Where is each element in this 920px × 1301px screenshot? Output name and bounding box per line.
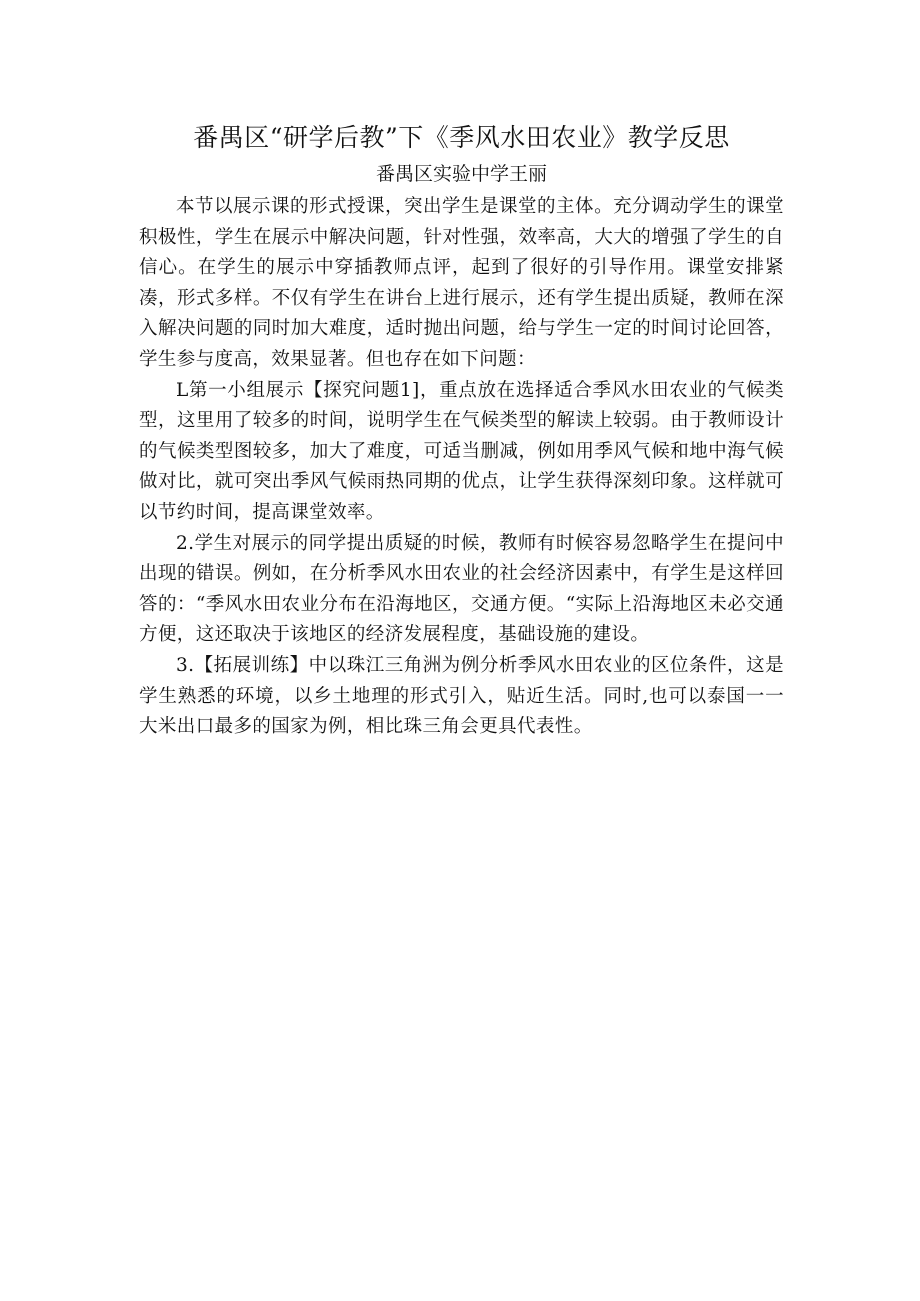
paragraph-intro: 本节以展示课的形式授课，突出学生是课堂的主体。充分调动学生的课堂积极性，学生在展示中解决问题，针对性强，效率高，大大的增强了学生的自信心。在学生的展示中穿插教师点评，起到了很好的引导作用。课堂安排紧凑，形式多样。不仅有学生在讲台上进行展示，还有学生提出质疑，教师在深入解决问题的同时加大难度，适时抛出问题，给与学生一定的时间讨论回答，学生参与度高，效果显著。但也存在如下问题： (139, 196, 784, 370)
author-line: 番禺区实验中学王丽 (375, 163, 547, 185)
document-page (139, 118, 784, 743)
paragraph-point-2: 2.学生对展示的同学提出质疑的时候，教师有时候容易忽略学生在提问中出现的错误。例如，在分析季风水田农业的社会经济因素中，有学生是这样回答的：“季风水田农业分布在沿海地区，交通方便。“实际上沿海地区未必交通方便，这还取决于该地区的经济发展程度，基础设施的建设。 (139, 532, 784, 646)
paragraph-point-1: L第一小组展示【探究问题1]，重点放在选择适合季风水田农业的气候类型，这里用了较多的时间，说明学生在气候类型的解读上较弱。由于教师设计的气候类型图较多，加大了难度，可适当删减，例如用季风气候和地中海气候做对比，就可突出季风气候雨热同期的优点，让学生获得深刻印象。这样就可以节约时间，提高课堂效率。 (139, 379, 784, 523)
paragraph-point-3: 3.【拓展训练】中以珠江三角洲为例分析季风水田农业的区位条件，这是学生熟悉的环境，以乡土地理的形式引入，贴近生活。同时,也可以泰国一一大米出口最多的国家为例，相比珠三角会更具代表性。 (139, 654, 784, 738)
document-title: 番禺区“研学后教”下《季风水田农业》教学反思 (193, 123, 730, 152)
